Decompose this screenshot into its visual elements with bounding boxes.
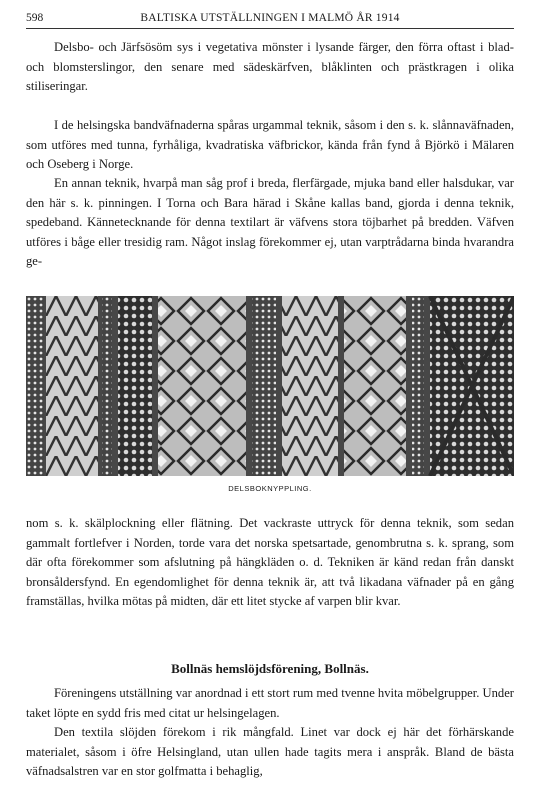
bobbin-lace-image: [26, 296, 514, 476]
page-number: 598: [26, 12, 44, 24]
running-title: BALTISKA UTSTÄLLNINGEN I MALMÖ ÅR 1914: [140, 12, 400, 24]
paragraph-textile: Den textila slöjden förekom i rik mångfald. Linet var dock ej här det förhärskande materialet, såsom i öfre Helsingland, utan ullen hade tagits mera i anspråk. Bland de bästa väfnadsalstren var en stor golfmatta i behaglig,: [26, 725, 514, 779]
section-heading: Bollnäs hemslöjdsförening, Bollnäs.: [171, 661, 369, 676]
page-header: [26, 8, 514, 29]
paragraph-pinning: En annan teknik, hvarpå man såg prof i breda, flerfärgade, mjuka band eller halsdukar, var den här s. k. pinningen. I Torna och Bara härad i Skåne kallas band, gjorda i denna teknik, spedeband. Kännetecknande för denna textilart är väfvens stora töjbarhet på bredden. Väfven utföres i båge eller tresidig ram. Något inslag förekommer ej, utan varptrådarna binda hvarandra ge-: [26, 176, 514, 269]
figure-caption: DELSBOKNYPPLING.: [228, 484, 312, 493]
paragraph-band-weaving: I de helsingska bandväfnaderna spåras urgammal teknik, såsom i den s. k. slånnaväfnaden, som utföres med tunna, fyrhåliga, kvadratiska väfbrickor, kända från fynd å Björkö i Mälaren och Oseberg i Norge.: [26, 118, 514, 172]
lace-photograph: [26, 296, 514, 476]
paragraph-exhibition: Föreningens utställning var anordnad i ett stort rum med tvenne hvita möbelgrupper. Under taket löpte en sydd fris med citat ur helsingelagen.: [26, 686, 514, 720]
paragraph-continued: nom s. k. skälplockning eller flätning. Det vackraste uttryck för denna teknik, som sedan gammalt fortlefver i Norden, torde vara det norska spetsartade, genombrutna s. k. sprang, som där ofta förekommer som afslutning på hängkläden o. d. Tekniken är känd redan från danskt bronsåldersfynd. En egendomlighet för denna teknik är, att två likadana väfnader på en gång framställas, hvilka mötas på midten, där ett litet stycke af varpen blir kvar.: [26, 516, 514, 609]
paragraph-embroidery: Delsbo- och Järfsösöm sys i vegetativa mönster i lysande färger, den förra oftast i blad- och blomsterslingor, den senare med sädeskärfven, blåklinten och prästkragen i olika stiliseringar.: [26, 40, 514, 94]
